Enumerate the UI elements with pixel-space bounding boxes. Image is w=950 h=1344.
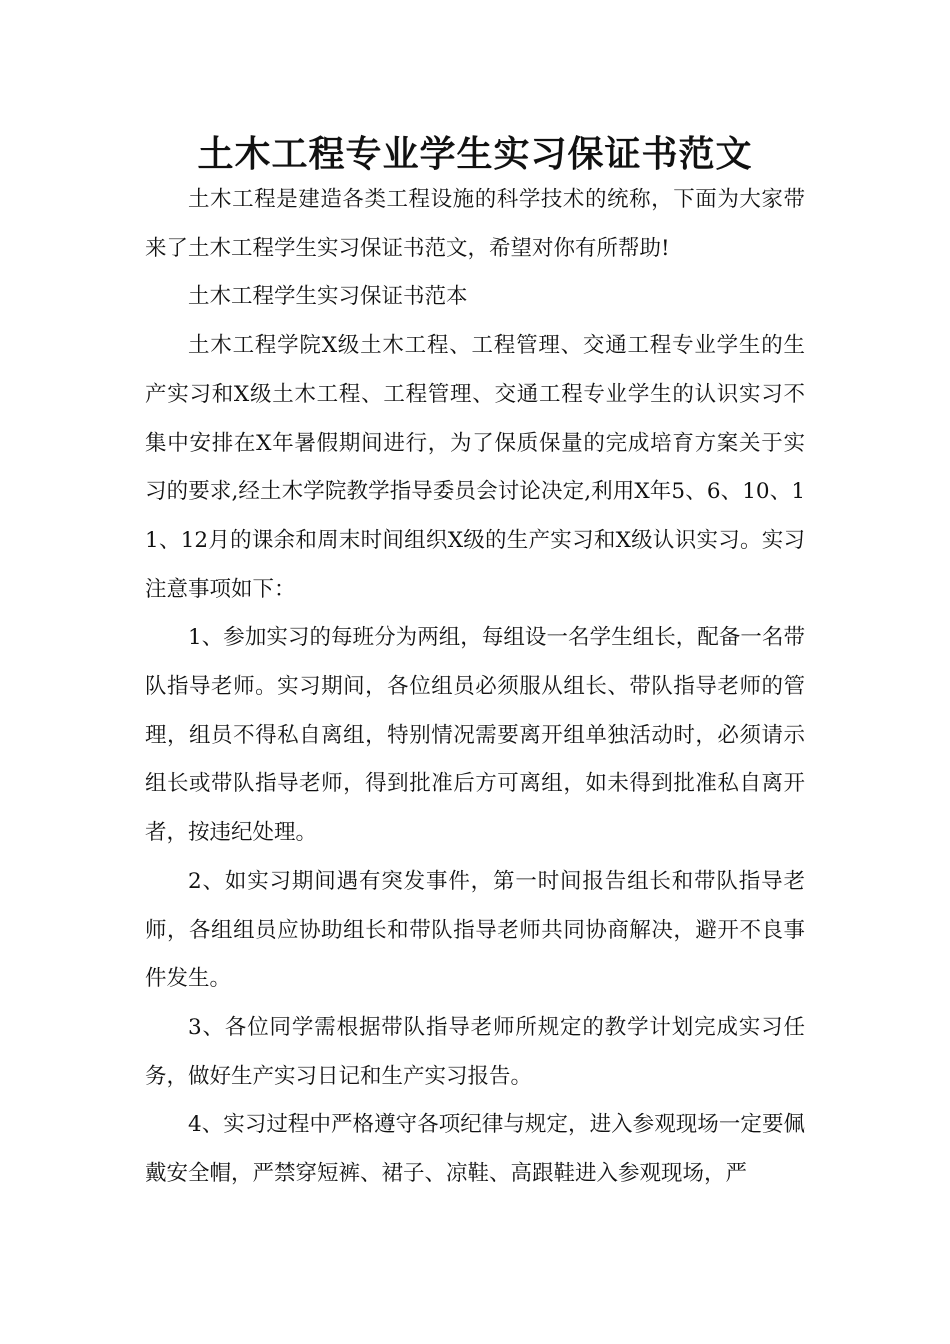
rule-item-4: 4、实习过程中严格遵守各项纪律与规定，进入参观现场一定要佩戴安全帽，严禁穿短裤、裙子、凉鞋、高跟鞋进入参观现场，严 bbox=[145, 1112, 805, 1187]
notice-paragraph: 土木工程学院X级土木工程、工程管理、交通工程专业学生的生产实习和X级土木工程、工程管理、交通工程专业学生的认识实习不集中安排在X年暑假期间进行，为了保质保量的完成培育方案关于实习的要求,经土木学院教学指导委员会讨论决定,利用X年5、6、10、11、12月的课余和周末时间组织X级的生产实习和X级认识实习。实习注意事项如下： bbox=[145, 333, 805, 602]
intro-paragraph: 土木工程是建造各类工程设施的科学技术的统称，下面为大家带来了土木工程学生实习保证书范文，希望对你有所帮助! bbox=[145, 187, 805, 261]
document-title: 土木工程专业学生实习保证书范文 bbox=[197, 133, 753, 175]
rule-item-1: 1、参加实习的每班分为两组，每组设一名学生组长，配备一名带队指导老师。实习期间，各位组员必须服从组长、带队指导老师的管理，组员不得私自离组，特别情况需要离开组单独活动时，必须请示组长或带队指导老师，得到批准后方可离组，如未得到批准私自离开者，按违纪处理。 bbox=[145, 625, 805, 846]
section-heading: 土木工程学生实习保证书范本 bbox=[188, 284, 468, 310]
document-body bbox=[145, 176, 805, 1199]
rule-item-3: 3、各位同学需根据带队指导老师所规定的教学计划完成实习任务，做好生产实习日记和生产实习报告。 bbox=[145, 1014, 805, 1089]
rule-item-2: 2、如实习期间遇有突发事件，第一时间报告组长和带队指导老师，各组组员应协助组长和带队指导老师共同协商解决，避开不良事件发生。 bbox=[145, 868, 805, 992]
